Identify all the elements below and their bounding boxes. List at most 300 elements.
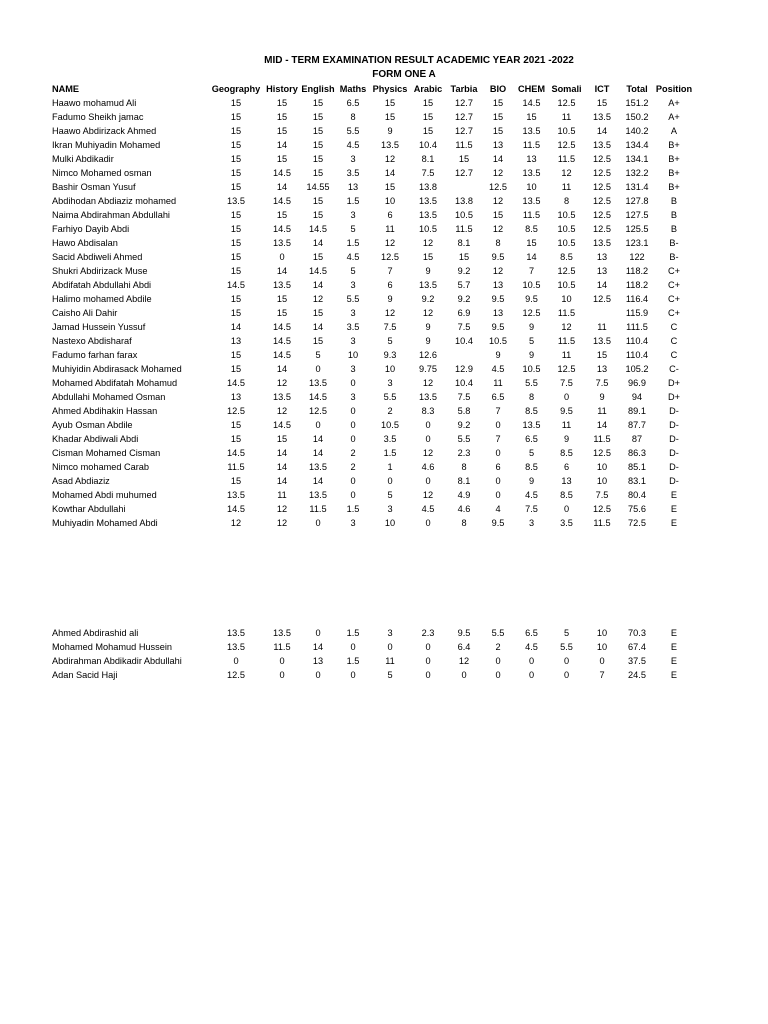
score-cell: 5.8 <box>457 406 471 416</box>
score-cell: 15 <box>312 126 324 136</box>
score-cell: B- <box>669 238 679 248</box>
score-cell: 0 <box>425 656 431 666</box>
score-cell: 14.5 <box>309 266 327 276</box>
score-cell: 3.5 <box>346 322 360 332</box>
header-row <box>48 82 694 96</box>
score-cell: B <box>670 224 678 234</box>
score-cell: 11.5 <box>273 642 291 652</box>
student-name-cell: Haawo Abdirizack Ahmed <box>52 126 157 136</box>
score-cell: 8.1 <box>457 476 471 486</box>
score-cell: 11 <box>561 112 572 122</box>
score-cell: E <box>670 518 678 528</box>
student-name-cell: Abdifatah Abdullahi Abdi <box>52 280 152 290</box>
score-cell: 12.5 <box>593 210 611 220</box>
score-cell: 3 <box>387 628 393 638</box>
table-row <box>48 376 694 390</box>
score-cell: 10.5 <box>557 238 576 248</box>
score-cell: 15 <box>276 294 288 304</box>
score-cell: 0 <box>350 670 356 680</box>
score-cell: 15 <box>422 98 434 108</box>
student-name-cell: Muhiyidin Abdirasack Mohamed <box>52 364 182 374</box>
score-cell: 15 <box>384 98 396 108</box>
score-cell: 13 <box>596 266 608 276</box>
score-cell: 5.5 <box>560 642 573 652</box>
score-cell: 14.5 <box>227 448 245 458</box>
score-cell: 9 <box>425 266 431 276</box>
score-cell: 13.5 <box>309 490 327 500</box>
student-name-cell: Ikran Muhiyadin Mohamed <box>52 140 161 150</box>
score-cell: 15 <box>230 266 242 276</box>
score-cell: 12.5 <box>593 448 611 458</box>
score-cell: 12.5 <box>309 406 327 416</box>
score-cell: 12 <box>492 196 504 206</box>
score-cell: 3 <box>350 392 356 402</box>
score-cell: 10.5 <box>557 224 576 234</box>
score-cell: 14 <box>596 420 608 430</box>
sheet-title <box>0 54 768 82</box>
score-cell: 8.5 <box>525 462 538 472</box>
score-cell: 3 <box>350 518 356 528</box>
score-cell: 14 <box>276 140 288 150</box>
table-row <box>48 446 694 460</box>
score-cell: 15 <box>596 350 608 360</box>
score-cell: 3 <box>387 378 393 388</box>
score-cell: 10.5 <box>522 280 541 290</box>
score-cell: 13 <box>492 140 504 150</box>
score-cell: 12 <box>384 238 396 248</box>
score-cell: 12.5 <box>593 196 611 206</box>
score-cell: 0 <box>425 434 431 444</box>
table-row <box>48 654 694 668</box>
score-cell: 12.5 <box>557 98 576 108</box>
score-cell: 14 <box>276 448 288 458</box>
score-cell: 13.5 <box>593 140 611 150</box>
score-cell: 2 <box>350 448 356 458</box>
score-cell: 11 <box>597 322 607 332</box>
score-cell: 0 <box>350 406 356 416</box>
results-table <box>48 82 694 682</box>
table-row <box>48 516 694 530</box>
table-row <box>48 640 694 654</box>
score-cell: A+ <box>668 112 680 122</box>
score-cell: 15 <box>230 294 242 304</box>
score-cell: 14.5 <box>227 504 245 514</box>
score-cell: 13 <box>312 656 324 666</box>
title-line-2: FORM ONE A <box>372 69 436 80</box>
score-cell: 12 <box>384 308 396 318</box>
score-cell: 15 <box>230 476 242 486</box>
student-name-cell: Ayub Osman Abdile <box>52 420 133 430</box>
header-maths: Maths <box>339 84 367 94</box>
score-cell: 13.5 <box>593 238 611 248</box>
score-cell: 9 <box>528 350 535 360</box>
score-cell: 8.1 <box>421 154 435 164</box>
score-cell: 6 <box>495 462 501 472</box>
student-name-cell: Mohamed Abdifatah Mohamud <box>52 378 178 388</box>
score-cell: 0 <box>350 642 356 652</box>
score-cell: 83.1 <box>628 476 646 486</box>
score-cell: 15 <box>312 252 324 262</box>
score-cell: 12 <box>422 238 434 248</box>
score-cell: 14.5 <box>227 280 245 290</box>
score-cell: 15 <box>312 112 324 122</box>
header-total: Total <box>626 84 648 94</box>
student-name-cell: Mohamed Mohamud Hussein <box>52 642 173 652</box>
score-cell: 8 <box>350 112 356 122</box>
score-cell: E <box>670 628 678 638</box>
score-cell: 3 <box>350 210 356 220</box>
score-cell: 15 <box>492 210 504 220</box>
score-cell: A+ <box>668 98 680 108</box>
score-cell: 6.5 <box>525 628 538 638</box>
score-cell: 14.5 <box>273 196 291 206</box>
score-cell: 105.2 <box>625 364 649 374</box>
score-cell: 151.2 <box>625 98 649 108</box>
table-row <box>48 488 694 502</box>
score-cell: 14.5 <box>273 168 291 178</box>
score-cell: 14.5 <box>273 350 291 360</box>
score-cell: 0 <box>528 656 535 666</box>
score-cell: 11.5 <box>557 154 576 164</box>
student-name-cell: Bashir Osman Yusuf <box>52 182 136 192</box>
score-cell: 3 <box>350 280 356 290</box>
spacer <box>48 530 694 626</box>
score-cell: 9 <box>528 476 535 486</box>
score-cell: 11.5 <box>455 224 473 234</box>
score-cell: 15 <box>312 154 324 164</box>
score-cell: 10 <box>384 518 396 528</box>
score-cell: 0 <box>350 476 356 486</box>
score-cell: 15 <box>312 196 324 206</box>
score-cell: 7.5 <box>457 322 471 332</box>
score-cell: 12 <box>561 168 572 178</box>
score-cell: 9.5 <box>457 628 471 638</box>
score-cell: 13 <box>230 336 242 346</box>
score-cell: 11.5 <box>593 518 611 528</box>
table-row <box>48 418 694 432</box>
score-cell: 10 <box>526 182 537 192</box>
header-geography: Geography <box>211 84 261 94</box>
score-cell: 11 <box>597 406 607 416</box>
score-cell: 12 <box>230 518 242 528</box>
score-cell: C+ <box>667 266 680 276</box>
score-cell: D- <box>669 462 679 472</box>
score-cell: 1.5 <box>383 448 397 458</box>
score-cell: 10 <box>596 642 608 652</box>
score-cell: 9.5 <box>491 252 505 262</box>
score-cell: E <box>670 656 678 666</box>
score-cell: 13.5 <box>227 490 245 500</box>
score-cell: 15 <box>312 308 324 318</box>
score-cell: 134.1 <box>625 154 649 164</box>
score-cell: E <box>670 490 678 500</box>
score-cell: 11.5 <box>455 140 473 150</box>
score-cell: 131.4 <box>625 182 649 192</box>
table-row <box>48 474 694 488</box>
score-cell: 0 <box>495 420 501 430</box>
score-cell: 2 <box>495 642 501 652</box>
score-cell: 11.5 <box>522 210 541 220</box>
score-cell: 15 <box>312 98 324 108</box>
score-cell: 12.7 <box>455 112 473 122</box>
score-cell: 11 <box>561 350 572 360</box>
score-cell: 5 <box>387 670 393 680</box>
table-row <box>48 306 694 320</box>
score-cell: 9 <box>599 392 605 402</box>
score-cell: 5 <box>387 336 393 346</box>
score-cell: 4.5 <box>491 364 505 374</box>
score-cell: 15 <box>526 238 537 248</box>
score-cell: 5.5 <box>525 378 538 388</box>
student-name-cell: Nastexo Abdisharaf <box>52 336 132 346</box>
score-cell: 2 <box>350 462 356 472</box>
score-cell: 118.2 <box>625 266 649 276</box>
score-cell: 7 <box>495 434 501 444</box>
score-cell: 5 <box>350 224 356 234</box>
score-cell: 127.5 <box>625 210 649 220</box>
student-name-cell: Naima Abdirahman Abdullahi <box>52 210 170 220</box>
score-cell: 15 <box>276 98 288 108</box>
score-cell: 11.5 <box>557 336 576 346</box>
score-cell: 0 <box>495 670 501 680</box>
header-physics: Physics <box>372 84 408 94</box>
score-cell: 1.5 <box>346 504 360 514</box>
table-row <box>48 278 694 292</box>
score-cell: 12.6 <box>419 350 437 360</box>
table-row <box>48 180 694 194</box>
table-row <box>48 390 694 404</box>
score-cell: 9.3 <box>383 350 397 360</box>
score-cell: 12 <box>561 322 572 332</box>
score-cell: 14.5 <box>227 378 245 388</box>
score-cell: 14 <box>276 364 288 374</box>
score-cell: 10.5 <box>419 224 437 234</box>
student-name-cell: Asad Abdiaziz <box>52 476 110 486</box>
score-cell: 12.7 <box>455 168 473 178</box>
table-row <box>48 334 694 348</box>
score-cell: 15 <box>276 434 288 444</box>
score-cell: 13.5 <box>227 628 245 638</box>
table-row <box>48 96 694 110</box>
score-cell: 14 <box>312 642 324 652</box>
score-cell: 8 <box>563 196 570 206</box>
score-cell: 2 <box>387 406 393 416</box>
score-cell: E <box>670 504 678 514</box>
score-cell: 14 <box>312 322 324 332</box>
score-cell: 0 <box>563 656 570 666</box>
score-cell: 7.5 <box>560 378 573 388</box>
student-name-cell: Ahmed Abdirashid ali <box>52 628 139 638</box>
student-name-cell: Caisho Ali Dahir <box>52 308 118 318</box>
score-cell: 8 <box>495 238 501 248</box>
score-cell: 5.5 <box>383 392 397 402</box>
score-cell: 13.5 <box>309 462 327 472</box>
score-cell: 13.5 <box>273 628 291 638</box>
score-cell: E <box>670 670 678 680</box>
score-cell: B <box>670 210 678 220</box>
score-cell: 10 <box>384 196 396 206</box>
score-cell: 116.4 <box>625 294 649 304</box>
student-name-cell: Shukri Abdirizack Muse <box>52 266 148 276</box>
score-cell: C <box>670 350 678 360</box>
student-name-cell: Kowthar Abdullahi <box>52 504 126 514</box>
score-cell: 15 <box>230 154 242 164</box>
score-cell: D+ <box>667 392 680 402</box>
score-cell: 87.7 <box>628 420 646 430</box>
score-cell: 67.4 <box>628 642 646 652</box>
score-cell: 12.5 <box>489 182 507 192</box>
score-cell: B- <box>669 252 679 262</box>
score-cell: 12.5 <box>557 364 576 374</box>
score-cell: 7.5 <box>595 378 609 388</box>
score-cell: 12 <box>312 294 324 304</box>
score-cell: 15 <box>422 252 434 262</box>
score-cell: 15 <box>230 140 242 150</box>
table-row <box>48 236 694 250</box>
student-name-cell: Haawo mohamud Ali <box>52 98 137 108</box>
header-history: History <box>266 84 298 94</box>
student-name-cell: Nimco Mohamed osman <box>52 168 152 178</box>
score-cell: 0 <box>563 670 570 680</box>
score-cell: 12.5 <box>593 294 611 304</box>
score-cell: 8.3 <box>421 406 435 416</box>
score-cell: 8.5 <box>560 490 573 500</box>
score-cell: 9 <box>387 126 393 136</box>
table-row <box>48 292 694 306</box>
score-cell: 15 <box>230 112 242 122</box>
score-cell: 0 <box>495 476 501 486</box>
score-cell: 15 <box>422 112 434 122</box>
score-cell: 13.5 <box>227 642 245 652</box>
score-cell: 134.4 <box>625 140 649 150</box>
score-cell: 115.9 <box>625 308 649 318</box>
score-cell: 4.5 <box>346 252 360 262</box>
score-cell: 5.7 <box>457 280 471 290</box>
score-cell: 96.9 <box>628 378 646 388</box>
header-chem: CHEM <box>517 84 546 94</box>
score-cell: C <box>670 336 678 346</box>
student-name-cell: Fadumo Sheikh jamac <box>52 112 144 122</box>
header-bio: BIO <box>489 84 507 94</box>
score-cell: 12 <box>276 504 288 514</box>
score-cell: 14 <box>596 280 608 290</box>
score-cell: 13 <box>492 308 504 318</box>
score-cell: 75.6 <box>628 504 646 514</box>
score-cell: 6 <box>563 462 570 472</box>
student-name-cell: Cisman Mohamed Cisman <box>52 448 161 458</box>
score-cell: 0 <box>315 628 321 638</box>
score-cell: 13.5 <box>522 196 541 206</box>
score-cell: 11.5 <box>309 504 327 514</box>
score-cell: 0 <box>425 670 431 680</box>
score-cell: 8.5 <box>525 224 538 234</box>
score-cell: 1.5 <box>346 196 360 206</box>
score-cell: 0 <box>350 378 356 388</box>
student-name-cell: Abdirahman Abdikadir Abdullahi <box>52 656 182 666</box>
student-name-cell: Abdullahi Mohamed Osman <box>52 392 166 402</box>
score-cell: 14.5 <box>273 420 291 430</box>
table-row <box>48 194 694 208</box>
score-cell: B+ <box>668 182 680 192</box>
table-row <box>48 208 694 222</box>
score-cell: 13.5 <box>381 140 399 150</box>
table-row <box>48 460 694 474</box>
score-cell: 7.5 <box>383 322 397 332</box>
score-cell: 12 <box>384 154 396 164</box>
score-cell: 9 <box>425 336 431 346</box>
score-cell: 15 <box>230 364 242 374</box>
score-cell: 1.5 <box>346 238 360 248</box>
score-cell: 132.2 <box>625 168 649 178</box>
score-cell: 80.4 <box>628 490 646 500</box>
score-cell: 13.5 <box>227 196 245 206</box>
score-cell: 13.5 <box>419 392 437 402</box>
score-cell: 10 <box>596 476 608 486</box>
score-cell: 111.5 <box>626 322 648 332</box>
score-cell: 1.5 <box>346 628 360 638</box>
score-cell: 87 <box>631 434 643 444</box>
score-cell <box>446 180 482 194</box>
table-row <box>48 348 694 362</box>
score-cell: 5.5 <box>457 434 471 444</box>
table-row <box>48 250 694 264</box>
score-cell: 15 <box>230 98 242 108</box>
score-cell: D- <box>669 476 679 486</box>
score-cell: 0 <box>387 642 393 652</box>
score-cell: 13 <box>596 252 608 262</box>
score-cell: 2.3 <box>421 628 435 638</box>
student-name-cell: Nimco mohamed Carab <box>52 462 150 472</box>
score-cell: 14.5 <box>309 392 327 402</box>
student-name-cell: Khadar Abdiwali Abdi <box>52 434 139 444</box>
score-cell: 15 <box>230 350 242 360</box>
score-cell: 15 <box>230 168 242 178</box>
score-cell: 10 <box>596 462 608 472</box>
score-cell: 10.5 <box>557 280 576 290</box>
score-cell: 13.5 <box>593 336 611 346</box>
score-cell: 14 <box>276 462 288 472</box>
header-somali: Somali <box>551 84 582 94</box>
score-cell: 14 <box>276 266 288 276</box>
table-row <box>48 152 694 166</box>
score-cell: D- <box>669 434 679 444</box>
score-cell: 12.5 <box>381 252 399 262</box>
score-cell: D- <box>669 448 679 458</box>
score-cell: 72.5 <box>628 518 646 528</box>
score-cell: 12.5 <box>557 266 576 276</box>
score-cell: 7.5 <box>457 392 471 402</box>
score-cell: 9.5 <box>491 518 505 528</box>
score-cell: 13.5 <box>419 280 437 290</box>
score-cell: 15 <box>276 210 288 220</box>
score-cell: 15 <box>492 126 504 136</box>
score-cell: 8 <box>528 392 535 402</box>
score-cell: 1 <box>387 462 393 472</box>
score-cell: 0 <box>233 656 239 666</box>
score-cell: 0 <box>563 504 570 514</box>
score-cell: 13 <box>230 392 242 402</box>
score-cell: 7.5 <box>421 168 435 178</box>
score-cell: 15 <box>422 126 434 136</box>
score-cell: 14.5 <box>273 224 291 234</box>
score-cell: 0 <box>350 420 356 430</box>
score-cell: 14 <box>384 168 396 178</box>
score-cell: 15 <box>230 182 242 192</box>
score-cell: 14 <box>312 476 324 486</box>
score-cell: 9.2 <box>457 420 471 430</box>
score-cell: 6.9 <box>457 308 471 318</box>
score-cell: 3 <box>387 504 393 514</box>
